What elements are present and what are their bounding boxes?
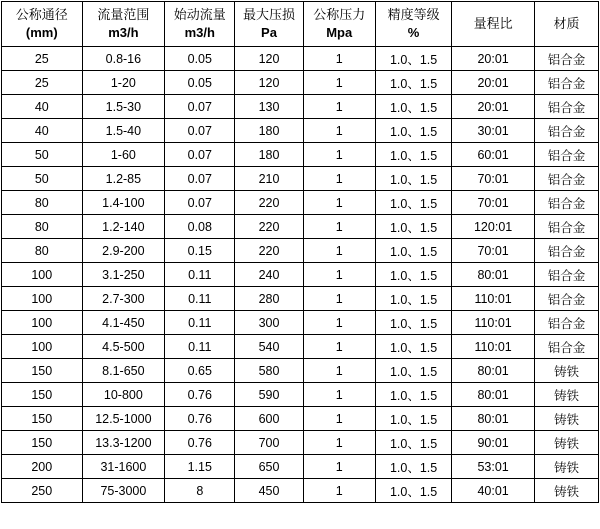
table-cell: 1.0、1.5 <box>375 431 451 455</box>
table-cell: 1 <box>303 95 375 119</box>
table-cell: 8.1-650 <box>82 359 165 383</box>
table-cell: 铸铁 <box>534 407 598 431</box>
table-cell: 1.2-85 <box>82 167 165 191</box>
table-cell: 1.0、1.5 <box>375 311 451 335</box>
column-header-5 <box>375 2 451 47</box>
table-cell: 0.11 <box>165 335 235 359</box>
table-cell: 1.0、1.5 <box>375 167 451 191</box>
table-body <box>2 47 599 503</box>
table-cell: 1.2-140 <box>82 215 165 239</box>
table-cell: 1.0、1.5 <box>375 263 451 287</box>
table-cell: 220 <box>235 239 303 263</box>
table-cell: 90:01 <box>452 431 535 455</box>
table-cell: 1 <box>303 359 375 383</box>
table-cell: 130 <box>235 95 303 119</box>
column-header-main: 精度等级 <box>387 7 440 23</box>
column-header-main: 公称压力 <box>313 7 366 23</box>
table-cell: 铸铁 <box>534 359 598 383</box>
table-cell: 0.65 <box>165 359 235 383</box>
table-row <box>2 191 599 215</box>
table-cell: 1.0、1.5 <box>375 407 451 431</box>
table-cell: 铝合金 <box>534 71 598 95</box>
table-cell: 280 <box>235 287 303 311</box>
table-cell: 30:01 <box>452 119 535 143</box>
column-header-2 <box>165 2 235 47</box>
table-cell: 0.11 <box>165 263 235 287</box>
table-cell: 80 <box>2 191 83 215</box>
table-cell: 540 <box>235 335 303 359</box>
table-cell: 100 <box>2 311 83 335</box>
table-cell: 70:01 <box>452 167 535 191</box>
table-cell: 25 <box>2 71 83 95</box>
table-cell: 铝合金 <box>534 167 598 191</box>
table-row <box>2 287 599 311</box>
table-cell: 650 <box>235 455 303 479</box>
table-cell: 220 <box>235 191 303 215</box>
table-cell: 20:01 <box>452 71 535 95</box>
column-header-6 <box>452 2 535 47</box>
table-cell: 220 <box>235 215 303 239</box>
table-cell: 1.0、1.5 <box>375 95 451 119</box>
table-row <box>2 431 599 455</box>
table-cell: 1 <box>303 383 375 407</box>
table-cell: 1.0、1.5 <box>375 239 451 263</box>
table-cell: 150 <box>2 431 83 455</box>
table-cell: 20:01 <box>452 47 535 71</box>
table-cell: 0.07 <box>165 191 235 215</box>
table-row <box>2 263 599 287</box>
table-cell: 2.7-300 <box>82 287 165 311</box>
table-cell: 1 <box>303 191 375 215</box>
table-cell: 0.08 <box>165 215 235 239</box>
table-cell: 300 <box>235 311 303 335</box>
table-cell: 铝合金 <box>534 191 598 215</box>
table-cell: 80:01 <box>452 383 535 407</box>
table-cell: 100 <box>2 263 83 287</box>
table-cell: 50 <box>2 143 83 167</box>
table-cell: 0.07 <box>165 95 235 119</box>
table-cell: 0.07 <box>165 143 235 167</box>
column-header-3 <box>235 2 303 47</box>
table-cell: 0.15 <box>165 239 235 263</box>
table-cell: 240 <box>235 263 303 287</box>
table-cell: 1 <box>303 263 375 287</box>
table-cell: 1.4-100 <box>82 191 165 215</box>
column-header-4 <box>303 2 375 47</box>
table-cell: 1.15 <box>165 455 235 479</box>
table-cell: 0.76 <box>165 407 235 431</box>
table-cell: 31-1600 <box>82 455 165 479</box>
table-cell: 25 <box>2 47 83 71</box>
table-cell: 0.07 <box>165 119 235 143</box>
column-header-sub: % <box>407 25 420 40</box>
table-cell: 1-60 <box>82 143 165 167</box>
table-cell: 600 <box>235 407 303 431</box>
table-cell: 铝合金 <box>534 239 598 263</box>
table-cell: 70:01 <box>452 191 535 215</box>
table-cell: 铸铁 <box>534 479 598 503</box>
table-cell: 1 <box>303 215 375 239</box>
table-cell: 1.0、1.5 <box>375 287 451 311</box>
table-cell: 110:01 <box>452 311 535 335</box>
table-cell: 铝合金 <box>534 335 598 359</box>
table-cell: 80:01 <box>452 263 535 287</box>
table-cell: 1.0、1.5 <box>375 143 451 167</box>
table-cell: 200 <box>2 455 83 479</box>
table-cell: 80 <box>2 215 83 239</box>
column-header-main: 量程比 <box>473 16 513 32</box>
table-cell: 150 <box>2 407 83 431</box>
table-cell: 1 <box>303 335 375 359</box>
table-cell: 4.1-450 <box>82 311 165 335</box>
column-header-main: 公称通径 <box>15 7 68 23</box>
table-cell: 40 <box>2 119 83 143</box>
table-cell: 120 <box>235 71 303 95</box>
table-cell: 1 <box>303 287 375 311</box>
table-cell: 180 <box>235 143 303 167</box>
table-cell: 1 <box>303 479 375 503</box>
table-row <box>2 359 599 383</box>
table-row <box>2 95 599 119</box>
table-row <box>2 335 599 359</box>
table-cell: 210 <box>235 167 303 191</box>
table-cell: 40 <box>2 95 83 119</box>
table-cell: 0.76 <box>165 431 235 455</box>
table-cell: 80:01 <box>452 407 535 431</box>
table-cell: 1 <box>303 143 375 167</box>
table-cell: 110:01 <box>452 335 535 359</box>
table-cell: 铝合金 <box>534 47 598 71</box>
table-cell: 1.0、1.5 <box>375 119 451 143</box>
table-cell: 250 <box>2 479 83 503</box>
table-cell: 590 <box>235 383 303 407</box>
table-cell: 0.05 <box>165 71 235 95</box>
specification-table <box>1 1 599 503</box>
column-header-sub: m3/h <box>108 25 139 40</box>
column-header-main: 材质 <box>553 16 580 32</box>
column-header-main: 始动流量 <box>173 7 226 23</box>
table-cell: 1 <box>303 407 375 431</box>
table-cell: 0.05 <box>165 47 235 71</box>
table-cell: 60:01 <box>452 143 535 167</box>
table-cell: 4.5-500 <box>82 335 165 359</box>
table-cell: 450 <box>235 479 303 503</box>
column-header-0 <box>2 2 83 47</box>
column-header-7 <box>534 2 598 47</box>
column-header-main: 最大压损 <box>242 7 295 23</box>
table-row <box>2 143 599 167</box>
table-cell: 铝合金 <box>534 119 598 143</box>
table-cell: 180 <box>235 119 303 143</box>
table-row <box>2 47 599 71</box>
table-cell: 1 <box>303 431 375 455</box>
table-row <box>2 119 599 143</box>
table-cell: 1.0、1.5 <box>375 455 451 479</box>
table-cell: 铝合金 <box>534 143 598 167</box>
table-cell: 1.5-40 <box>82 119 165 143</box>
table-cell: 110:01 <box>452 287 535 311</box>
table-cell: 0.07 <box>165 167 235 191</box>
table-cell: 580 <box>235 359 303 383</box>
table-row <box>2 239 599 263</box>
table-cell: 120 <box>235 47 303 71</box>
table-row <box>2 479 599 503</box>
table-cell: 75-3000 <box>82 479 165 503</box>
table-cell: 1 <box>303 239 375 263</box>
table-cell: 铝合金 <box>534 311 598 335</box>
table-cell: 150 <box>2 383 83 407</box>
table-cell: 1.0、1.5 <box>375 479 451 503</box>
column-header-sub: (mm) <box>25 25 58 40</box>
table-row <box>2 383 599 407</box>
column-header-1 <box>82 2 165 47</box>
column-header-sub: Mpa <box>326 25 353 40</box>
table-cell: 1 <box>303 455 375 479</box>
table-cell: 铸铁 <box>534 431 598 455</box>
table-cell: 铸铁 <box>534 455 598 479</box>
table-cell: 50 <box>2 167 83 191</box>
table-cell: 铝合金 <box>534 263 598 287</box>
table-cell: 2.9-200 <box>82 239 165 263</box>
table-cell: 150 <box>2 359 83 383</box>
table-cell: 10-800 <box>82 383 165 407</box>
table-cell: 铝合金 <box>534 215 598 239</box>
table-cell: 0.11 <box>165 287 235 311</box>
table-cell: 40:01 <box>452 479 535 503</box>
table-cell: 铝合金 <box>534 287 598 311</box>
table-cell: 1.0、1.5 <box>375 71 451 95</box>
table-row <box>2 215 599 239</box>
table-cell: 53:01 <box>452 455 535 479</box>
table-cell: 1.0、1.5 <box>375 335 451 359</box>
table-row <box>2 455 599 479</box>
table-cell: 120:01 <box>452 215 535 239</box>
table-cell: 20:01 <box>452 95 535 119</box>
table-cell: 1.0、1.5 <box>375 215 451 239</box>
table-cell: 80:01 <box>452 359 535 383</box>
table-header <box>2 2 599 47</box>
table-cell: 1-20 <box>82 71 165 95</box>
table-row <box>2 311 599 335</box>
table-cell: 0.76 <box>165 383 235 407</box>
table-cell: 1.0、1.5 <box>375 191 451 215</box>
table-cell: 70:01 <box>452 239 535 263</box>
table-cell: 1 <box>303 47 375 71</box>
table-cell: 1 <box>303 167 375 191</box>
table-cell: 80 <box>2 239 83 263</box>
column-header-main: 流量范围 <box>97 7 150 23</box>
table-row <box>2 407 599 431</box>
table-cell: 1.0、1.5 <box>375 47 451 71</box>
table-cell: 1.0、1.5 <box>375 383 451 407</box>
table-cell: 100 <box>2 287 83 311</box>
table-cell: 1 <box>303 119 375 143</box>
table-cell: 1.5-30 <box>82 95 165 119</box>
table-cell: 100 <box>2 335 83 359</box>
header-row <box>2 2 599 47</box>
table-cell: 铸铁 <box>534 383 598 407</box>
table-cell: 3.1-250 <box>82 263 165 287</box>
table-row <box>2 167 599 191</box>
table-cell: 铝合金 <box>534 95 598 119</box>
table-cell: 0.11 <box>165 311 235 335</box>
column-header-sub: Pa <box>261 25 277 40</box>
table-cell: 0.8-16 <box>82 47 165 71</box>
table-cell: 12.5-1000 <box>82 407 165 431</box>
table-cell: 1.0、1.5 <box>375 359 451 383</box>
table-cell: 1 <box>303 311 375 335</box>
table-cell: 1 <box>303 71 375 95</box>
table-cell: 13.3-1200 <box>82 431 165 455</box>
column-header-sub: m3/h <box>184 25 215 40</box>
table-cell: 8 <box>165 479 235 503</box>
table-row <box>2 71 599 95</box>
table-cell: 700 <box>235 431 303 455</box>
